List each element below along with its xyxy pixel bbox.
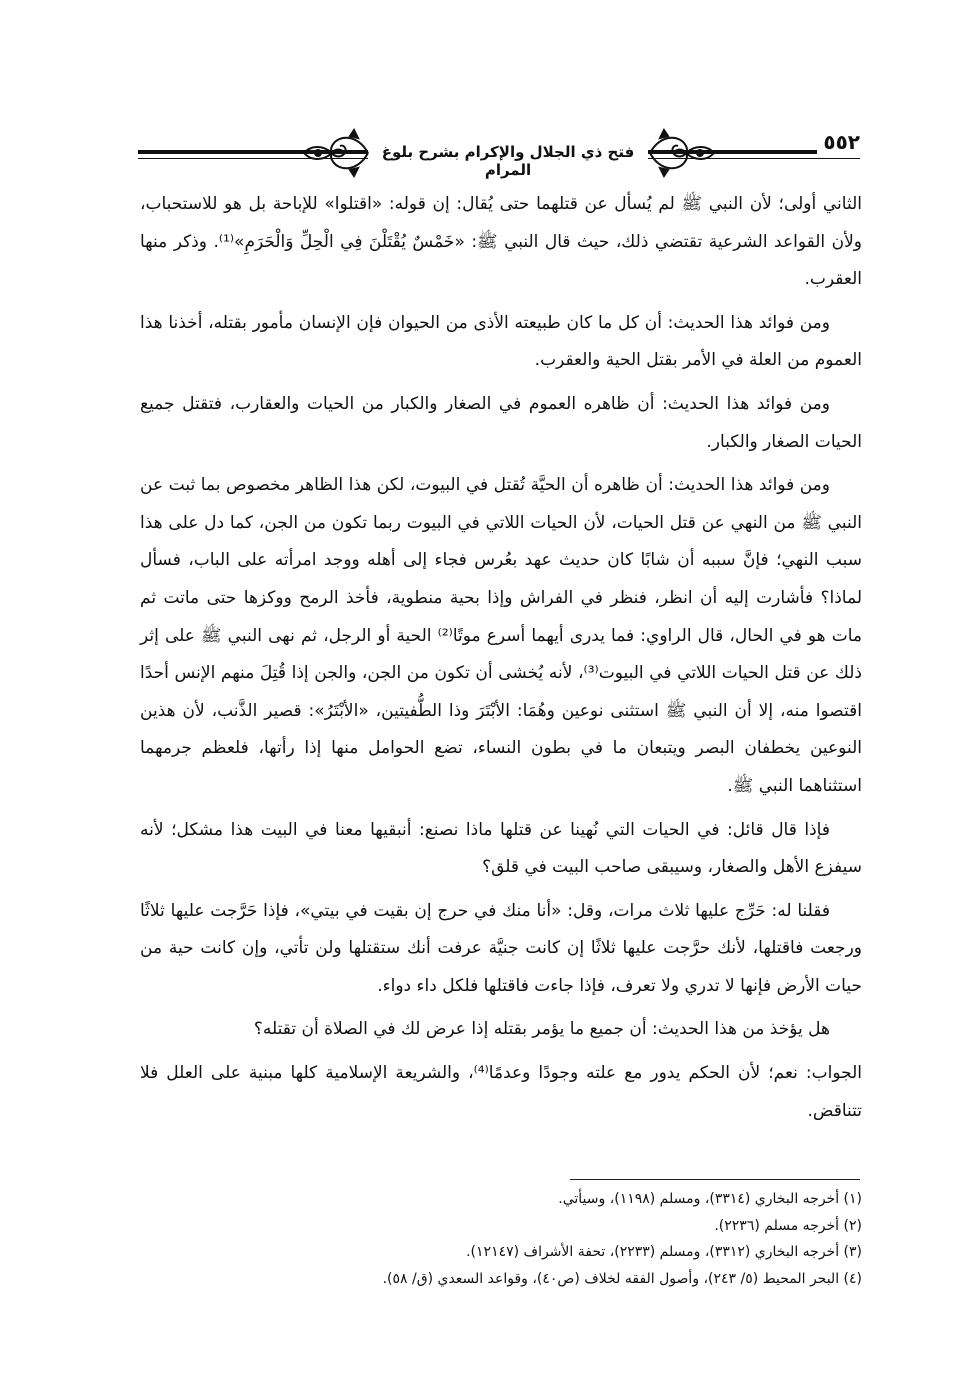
page-number: ٥٥٢ [817,130,860,154]
footnote: (١) أخرجه البخاري (٣٣١٤)، ومسلم (١١٩٨)، وسيأتي. [558,1191,862,1207]
page-header [138,122,860,182]
running-title: فتح ذي الجلال والإكرام بشرح بلوغ المرام [381,143,635,179]
main-text [140,186,862,1136]
footnotes [140,1186,862,1292]
footnote: (٣) أخرجه البخاري (٣٣١٢)، ومسلم (٢٢٣٣)، تحفة الأشراف (١٢١٤٧). [466,1244,862,1260]
arabesque-ornament-icon-right [642,124,720,182]
paragraph: ومن فوائد هذا الحديث: أن كل ما كان طبيعته الأذى من الحيوان فإن الإنسان مأمور بقتله، أخذنا هذا العموم من العلة في الأمر بقتل الحية والعقرب. [140,312,862,371]
paragraph: هل يؤخذ من هذا الحديث: أن جميع ما يؤمر بقتله إذا عرض لك في الصلاة أن تقتله؟ [253,1019,830,1040]
footnote: (٤) البحر المحيط (٥/ ٢٤٣)، وأصول الفقه لخلاف (ص٤٠)، وقواعد السعدي (ق/ ٥٨). [382,1270,862,1287]
paragraph: فإذا قال قائل: في الحيات التي نُهينا عن قتلها ماذا نصنع: أنبقيها معنا في البيت هذا مشكل؛ لأنه سيفزع الأهل والصغار، وسيبقى صاحب البيت في قلق؟ [140,819,862,878]
paragraph: ومن فوائد هذا الحديث: أن ظاهره العموم في الصغار والكبار من الحيات والعقارب، فتقتل جميع الحيات الصغار والكبار. [140,393,862,452]
paragraph: الجواب: نعم؛ لأن الحكم يدور مع علته وجودًا وعدمًا⁽⁴⁾، والشريعة الإسلامية كلها مبنية على العلل فلا تتناقض. [140,1063,863,1121]
footnote-separator [570,1179,860,1180]
paragraph: ومن فوائد هذا الحديث: أن ظاهره أن الحيَّة تُقتل في البيوت، لكن هذا الظاهر مخصوص بما ثبت عن النبي ﷺ من النهي عن قتل الحيات، لأن الحيات اللاتي في البيوت ربما تكون من الجن، كما دل على هذا سبب النهي؛ فإنَّ سببه أن شابًا كان حديث عهد بعُرس فجاء إلى أهله ووجد امرأته على الباب، فسأل لماذا؟ فأشارت إليه أن انظر، فنظر في الفراش وإذا بحية منطوية، فأخذ الرمح ووكزها حتى ماتت ثم مات هو في الحال، قال الراوي: فما يدرى أيهما أسرع موتًا⁽²⁾ الحية أو الرجل، ثم نهى النبي ﷺ على إثر ذلك عن قتل الحيات اللاتي في البيوت⁽³⁾، لأنه يُخشى أن تكون من الجن، والجن إذا قُتِلَ منهم الإنس أحدًا اقتصوا منه، إلا أن النبي ﷺ استثنى نوعين وهُمَا: الأبْتَرَ وذا الطُّفيتين، «الأبْتَرُ»: قصير الذَّنب، لأن هذين النوعين يخطفان البصر ويتبعان ما في بطون النساء، تضع الحوامل منها إذا رأتها، فلعظم جرمهما استثناهما النبي ﷺ. [140,475,863,796]
arabesque-ornament-icon [298,124,376,182]
paragraph: الثاني أولى؛ لأن النبي ﷺ لم يُسأل عن قتلهما حتى يُقال: إن قوله: «اقتلوا» للإباحة بل هو للاستحباب، ولأن القواعد الشرعية تقتضي ذلك، حيث قال النبي ﷺ: «خَمْسٌ يُقْتَلْنَ فِي الْحِلِّ وَالْحَرَمِ»⁽¹⁾. وذكر منها العقرب. [140,194,862,290]
footnote: (٢) أخرجه مسلم (٢٢٣٦). [714,1217,862,1234]
paragraph: فقلنا له: حَرِّج عليها ثلاث مرات، وقل: «أنا منك في حرج إن بقيت في بيتي»، فإذا حَرَّجت عليها ثلاثًا ورجعت فاقتلها، لأنك حرَّجت عليها ثلاثًا إن كانت جنيَّة عرفت أنك ستقتلها ولن تأتي، وإن كانت حية من حيات الأرض فإنها لا تدري ولا تعرف، فإذا جاءت فاقتلها فلكل داء دواء. [140,900,862,996]
